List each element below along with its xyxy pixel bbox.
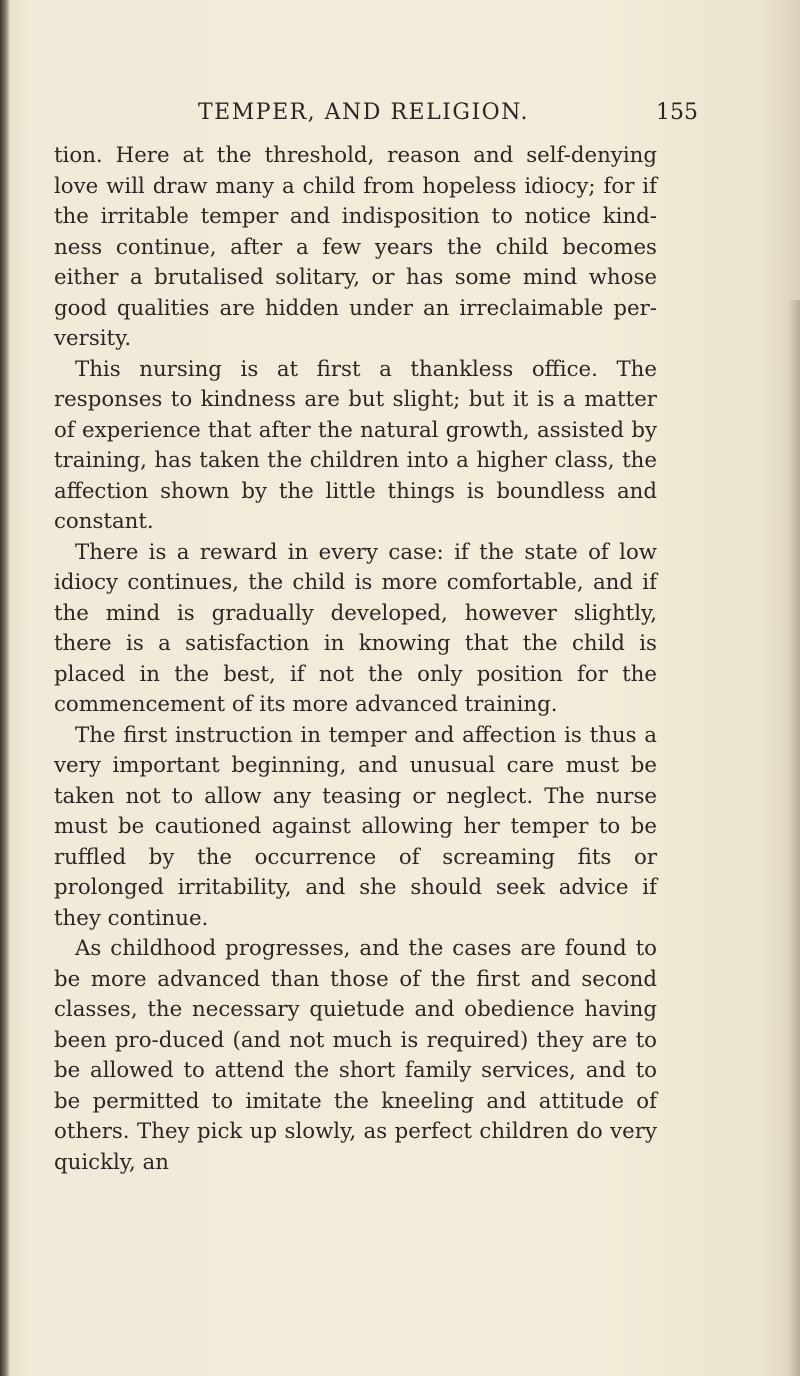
paragraph: The first instruction in temper and affection is thus a very important beginning, and unusual care must be taken not to allow any teasing or neglect. The nurse must be cautioned against allowing her temper to be ruffled by the occurrence of screaming fits or prolonged irritability, and she should seek advice if they continue.: [54, 722, 657, 931]
paragraph: tion. Here at the threshold, reason and self-denying love will draw many a child from hopeless idiocy; for if the irritable temper and indisposition to notice kind-ness continue, after a few years the child becomes either a brutalised solitary, or has some mind whose good qualities are hidden under an irreclaimable per-versity.: [54, 143, 657, 351]
running-head: TEMPER, AND RELIGION.: [198, 100, 530, 125]
paragraph: This nursing is at first a thankless office. The responses to kindness are but slight; but it is a matter of experience that after the natural growth, assisted by training, has taken the children into a higher class, the affection shown by the little things is boundless and constant.: [54, 356, 657, 534]
page-header: [198, 100, 698, 128]
paragraph: As childhood progresses, and the cases are found to be more advanced than those of the first and second classes, the necessary quietude and obedience having been pro-duced (and not much is required) they are to be allowed to attend the short family services, and to be permitted to imitate the kneeling and attitude of others. They pick up slowly, as perfect children do very quickly, an: [54, 936, 657, 1175]
page-number: 155: [656, 100, 698, 125]
page-binding-shadow: [0, 0, 10, 1376]
body-text: [54, 141, 657, 1178]
paragraph: There is a reward in every case: if the state of low idiocy continues, the child is more comfortable, and if the mind is gradually developed, however slightly, there is a satisfaction in knowing that the child is placed in the best, if not the only position for the commencement of its more advanced training.: [54, 539, 657, 717]
page-edge-shadow: [788, 300, 800, 1376]
